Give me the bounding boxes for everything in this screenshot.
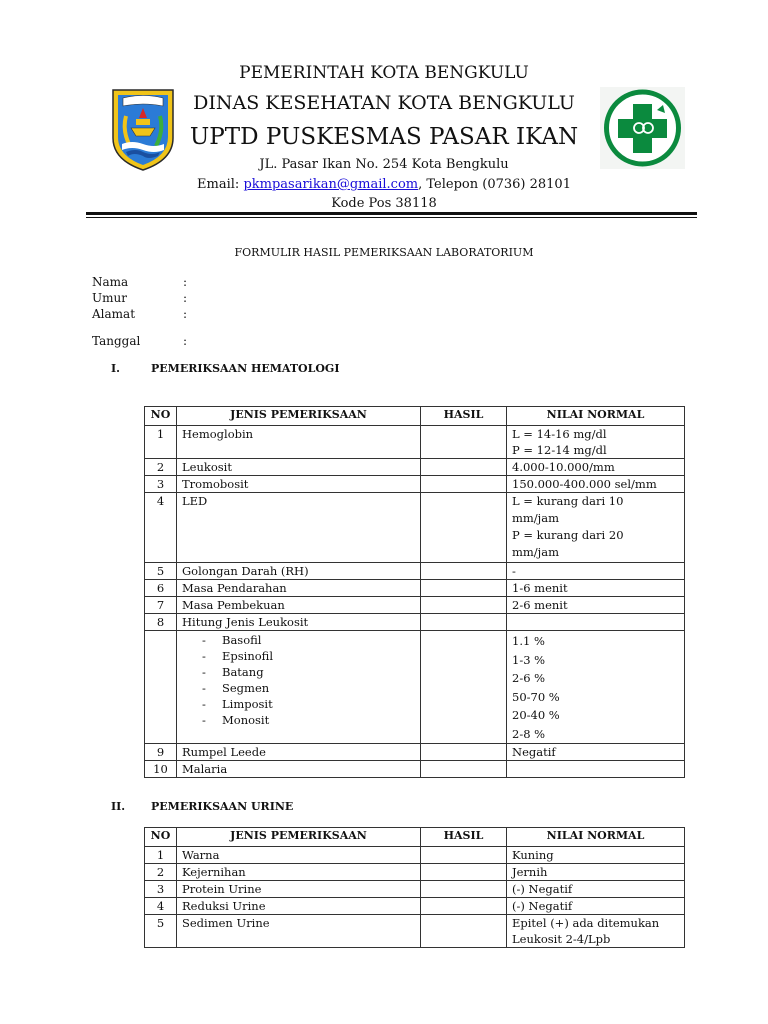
header-institution: UPTD PUSKESMAS PASAR IKAN (189, 124, 579, 150)
hematology-table (144, 406, 685, 778)
result-cell[interactable] (421, 898, 507, 915)
result-cell[interactable] (421, 864, 507, 881)
section1-title: PEMERIKSAAN HEMATOLOGI (151, 362, 340, 375)
col-header-normal: NILAI NORMAL (507, 407, 685, 426)
table-row: 2 Leukosit 4.000-10.000/mm (145, 459, 685, 476)
result-cell[interactable] (421, 744, 507, 761)
col-header-hasil: HASIL (421, 407, 507, 426)
header-divider-thin (86, 217, 697, 218)
table-row: 2 Kejernihan Jernih (145, 864, 685, 881)
col-header-jenis: JENIS PEMERIKSAAN (177, 407, 421, 426)
table-row: 9 Rumpel Leede Negatif (145, 744, 685, 761)
field-colon-alamat: : (183, 307, 188, 321)
table-row: 5 Sedimen Urine Epitel (+) ada ditemukan Leukosit 2-4/Lpb (145, 915, 685, 948)
field-label-tanggal: Tanggal (92, 334, 141, 348)
col-header-jenis: JENIS PEMERIKSAAN (177, 828, 421, 847)
field-colon-nama: : (183, 275, 188, 289)
result-cell[interactable] (421, 459, 507, 476)
table-row: 4 LED L = kurang dari 10 mm/jam P = kurang dari 20 mm/jam (145, 493, 685, 563)
field-label-alamat: Alamat (92, 307, 136, 321)
result-cell[interactable] (421, 563, 507, 580)
result-cell[interactable] (421, 761, 507, 778)
result-cell[interactable] (421, 881, 507, 898)
table-row: 6 Masa Pendarahan 1-6 menit (145, 580, 685, 597)
header-government: PEMERINTAH KOTA BENGKULU (239, 63, 529, 83)
table-header-row (145, 828, 685, 847)
field-colon-tanggal: : (183, 334, 188, 348)
section2-title: PEMERIKSAAN URINE (151, 800, 294, 813)
form-title: FORMULIR HASIL PEMERIKSAAN LABORATORIUM (234, 246, 534, 259)
table-row-leukosit-sub: - Basofil - Epsinofil - Batang - Segmen - Limposit - Monosit 1.1 % 1-3 % 2-6 % 50-70 % 20-40 % 2-8 % (145, 631, 685, 744)
col-header-normal: NILAI NORMAL (507, 828, 685, 847)
section2-number: II. (111, 800, 126, 813)
header-contact: Email: pkmpasarikan@gmail.com, Telepon (0736) 28101 (197, 177, 571, 192)
urine-table (144, 827, 685, 948)
result-cell[interactable] (421, 426, 507, 459)
table-row: 5 Golongan Darah (RH) - (145, 563, 685, 580)
field-label-umur: Umur (92, 291, 127, 305)
header-postal: Kode Pos 38118 (331, 196, 437, 211)
result-cell[interactable] (421, 580, 507, 597)
field-label-nama: Nama (92, 275, 129, 289)
field-colon-umur: : (183, 291, 188, 305)
result-cell[interactable] (421, 493, 507, 563)
result-cell[interactable] (421, 476, 507, 493)
header-address: JL. Pasar Ikan No. 254 Kota Bengkulu (259, 157, 509, 172)
result-cell[interactable] (421, 915, 507, 948)
table-row: 8 Hitung Jenis Leukosit (145, 614, 685, 631)
col-header-no: NO (145, 407, 177, 426)
table-row: 10 Malaria (145, 761, 685, 778)
header-department: DINAS KESEHATAN KOTA BENGKULU (193, 92, 575, 114)
table-row: 7 Masa Pembekuan 2-6 menit (145, 597, 685, 614)
result-cell[interactable] (421, 614, 507, 631)
table-row: 3 Tromobosit 150.000-400.000 sel/mm (145, 476, 685, 493)
header-divider-thick (86, 212, 697, 215)
table-row: 1 Hemoglobin L = 14-16 mg/dl P = 12-14 mg/dl (145, 426, 685, 459)
table-row: 1 Warna Kuning (145, 847, 685, 864)
section1-number: I. (111, 362, 120, 375)
result-cell[interactable] (421, 597, 507, 614)
table-header-row (145, 407, 685, 426)
table-row: 3 Protein Urine (-) Negatif (145, 881, 685, 898)
col-header-hasil: HASIL (421, 828, 507, 847)
col-header-no: NO (145, 828, 177, 847)
result-cell[interactable] (421, 847, 507, 864)
email-link[interactable]: pkmpasarikan@gmail.com (243, 177, 419, 192)
result-cell[interactable] (421, 631, 507, 744)
table-row: 4 Reduksi Urine (-) Negatif (145, 898, 685, 915)
